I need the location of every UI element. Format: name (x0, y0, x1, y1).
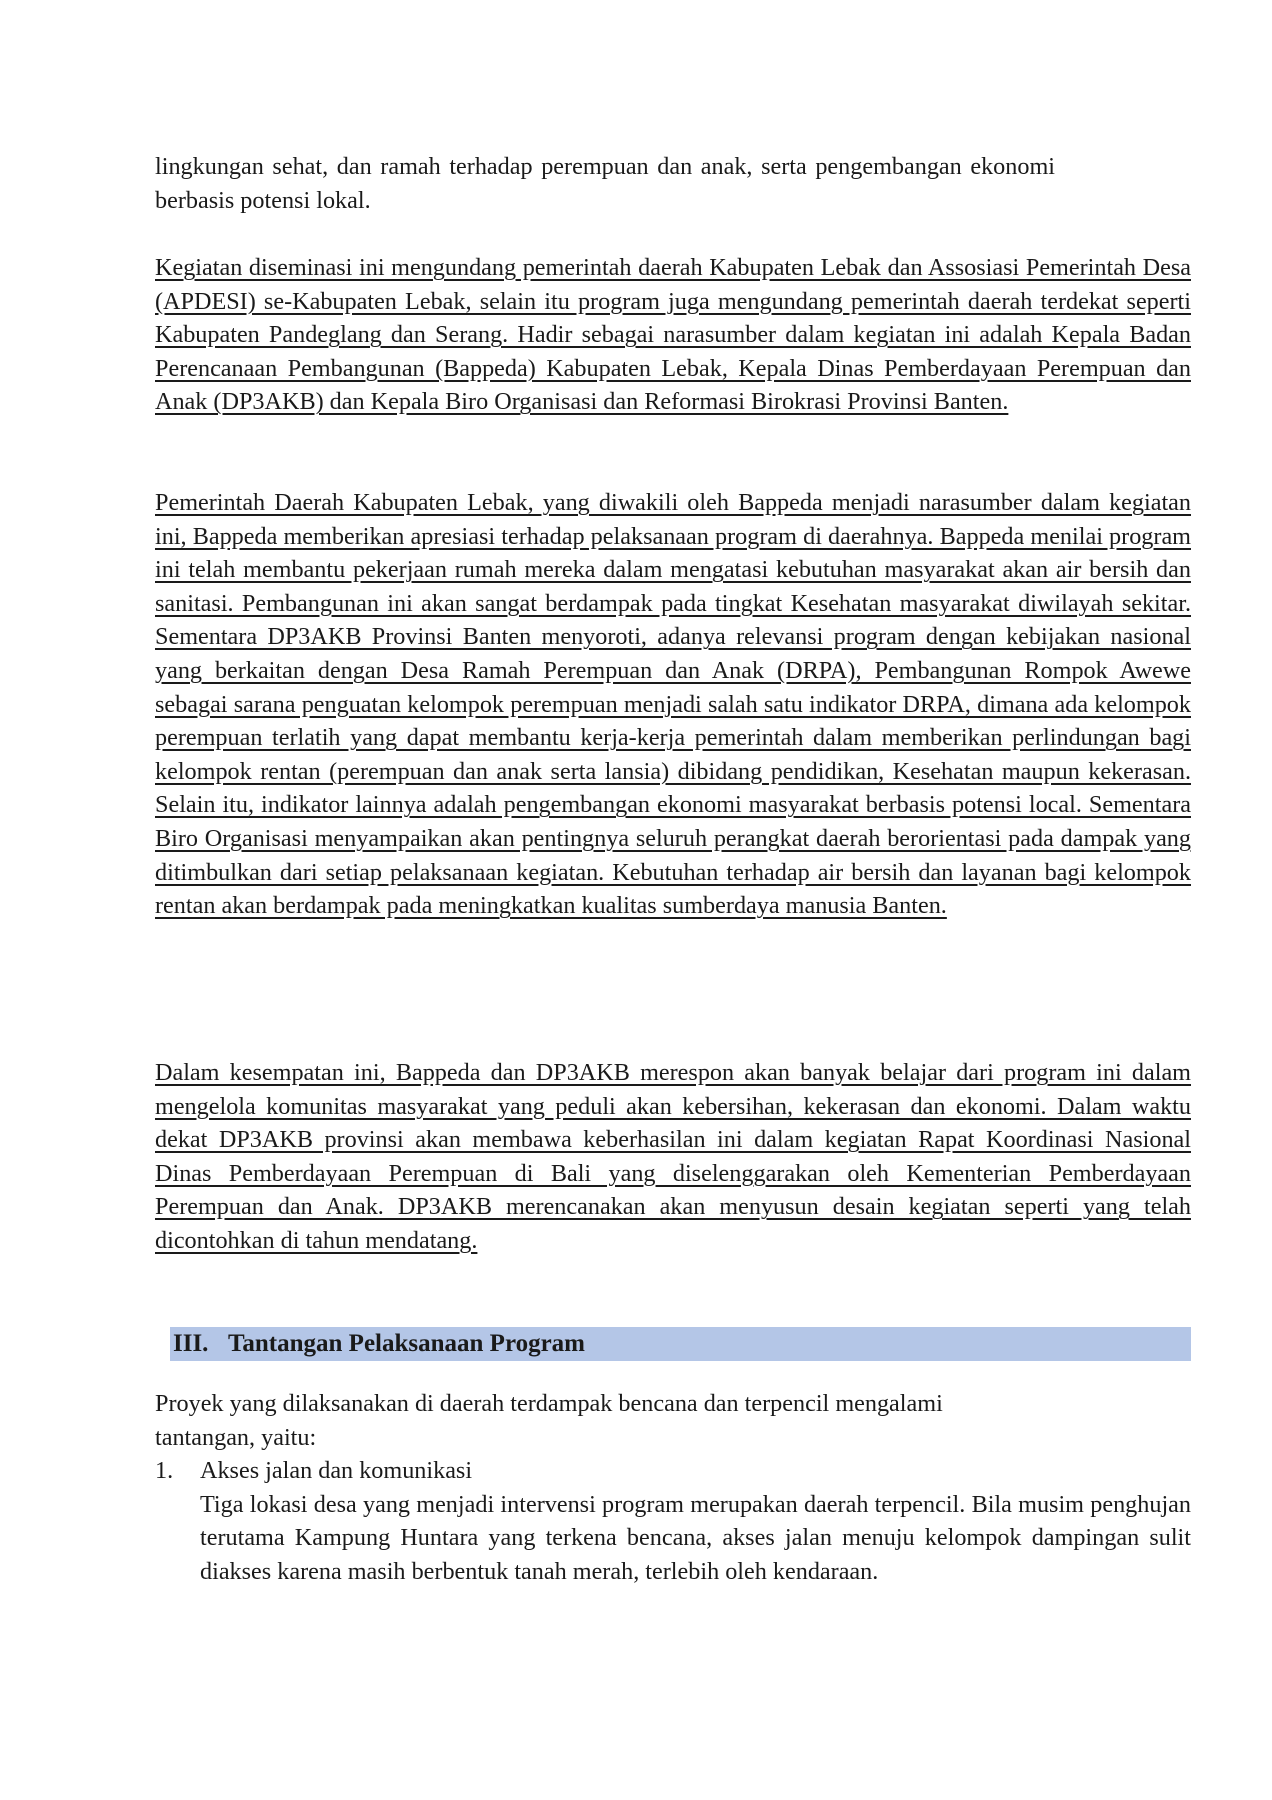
list-item-description: Tiga lokasi desa yang menjadi intervensi program merupakan daerah terpencil. Bila musim penghujan terutama Kampung Huntara yang terkena bencana, akses jalan menuju kelompok dampingan sulit diakses karena masih berbentuk tanah merah, terlebih oleh kendaraan. (200, 1490, 1191, 1585)
section-title: Tantangan Pelaksanaan Program (228, 1330, 586, 1357)
section-intro: Proyek yang dilaksanakan di daerah terdampak bencana dan terpencil mengalami tantangan, yaitu: (155, 1390, 943, 1451)
list-marker: 1. (155, 1457, 174, 1484)
paragraph-government-response: Pemerintah Daerah Kabupaten Lebak, yang diwakili oleh Bappeda menjadi narasumber dalam kegiatan ini, Bappeda memberikan apresiasi terhadap pelaksanaan program di daerahnya. Bappeda menilai program ini telah membantu pekerjaan rumah mereka dalam mengatasi kebutuhan masyarakat akan air bersih dan sanitasi. Pembangunan ini akan sangat berdampak pada tingkat Kesehatan masyarakat diwilayah sekitar. Sementara DP3AKB Provinsi Banten menyoroti, adanya relevansi program dengan kebijakan nasional yang berkaitan dengan Desa Ramah Perempuan dan Anak (DRPA), Pembangunan Rompok Awewe sebagai sarana penguatan kelompok perempuan menjadi salah satu indikator DRPA, dimana ada kelompok perempuan terlatih yang dapat membantu kerja-kerja pemerintah dalam memberikan perlindungan bagi kelompok rentan (perempuan dan anak serta lansia) dibidang pendidikan, Kesehatan maupun kekerasan. Selain itu, indikator lainnya adalah pengembangan ekonomi masyarakat berbasis potensi local. Sementara Biro Organisasi menyampaikan akan pentingnya seluruh perangkat daerah berorientasi pada dampak yang ditimbulkan dari setiap pelaksanaan kegiatan. Kebutuhan terhadap air bersih dan layanan bagi kelompok rentan akan berdampak pada meningkatkan kualitas sumberdaya manusia Banten. (155, 489, 1191, 920)
paragraph-continuation: lingkungan sehat, dan ramah terhadap perempuan dan anak, serta pengembangan ekonomi berbasis potensi lokal. (155, 153, 1055, 214)
list-item (155, 1454, 1191, 1588)
paragraph-follow-up: Dalam kesempatan ini, Bappeda dan DP3AKB merespon akan banyak belajar dari program ini dalam mengelola komunitas masyarakat yang peduli akan kebersihan, kekerasan dan ekonomi. Dalam waktu dekat DP3AKB provinsi akan membawa keberhasilan ini dalam kegiatan Rapat Koordinasi Nasional Dinas Pemberdayaan Perempuan di Bali yang diselenggarakan oleh Kementerian Pemberdayaan Perempuan dan Anak. DP3AKB merencanakan akan menyusun desain kegiatan seperti yang telah dicontohkan di tahun mendatang. (155, 1059, 1191, 1254)
paragraph-dissemination-invitation: Kegiatan diseminasi ini mengundang pemerintah daerah Kabupaten Lebak dan Assosiasi Pemerintah Desa (APDESI) se-Kabupaten Lebak, selain itu program juga mengundang pemerintah daerah terdekat seperti Kabupaten Pandeglang dan Serang. Hadir sebagai narasumber dalam kegiatan ini adalah Kepala Badan Perencanaan Pembangunan (Bappeda) Kabupaten Lebak, Kepala Dinas Pemberdayaan Perempuan dan Anak (DP3AKB) dan Kepala Biro Organisasi dan Reformasi Birokrasi Provinsi Banten. (155, 254, 1191, 416)
section-header (170, 1327, 1191, 1361)
section-number: III. (173, 1330, 209, 1357)
list-item-title: Akses jalan dan komunikasi (200, 1457, 473, 1484)
list-item-content (200, 1454, 1191, 1588)
challenge-list (155, 1454, 1191, 1588)
